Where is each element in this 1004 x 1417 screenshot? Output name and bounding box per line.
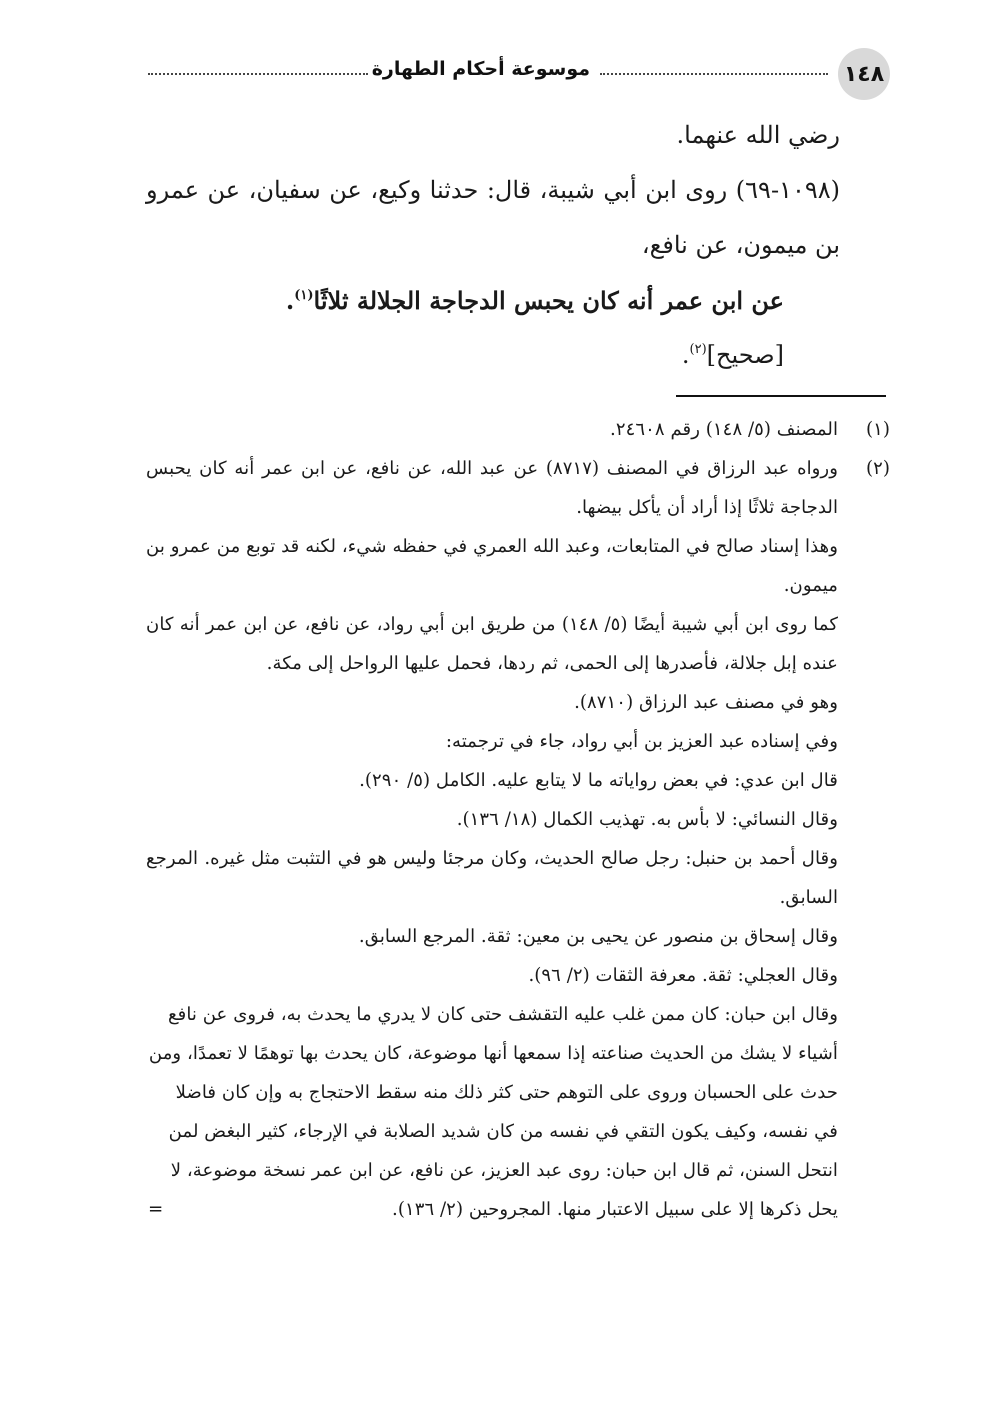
footnote-paragraph: وفي إسناده عبد العزيز بن أبي رواد، جاء في ترجمته: <box>445 731 838 752</box>
footnote-separator <box>676 395 886 397</box>
header-dotted-rule-left <box>148 73 368 75</box>
hadith-grade: [صحيح]$^{(٢)}$. <box>681 341 784 369</box>
footnote-paragraph: ورواه عبد الرزاق في المصنف (٨٧١٧) عن عبد الله، عن نافع، عن ابن عمر أنه كان يحبس الدجاجة ثلاثًا إذا أراد أن يأكل بيضها. <box>146 458 838 518</box>
footnote-paragraph: وقال النسائي: لا بأس به. تهذيب الكمال (١٨/ ١٣٦). <box>456 809 838 830</box>
grade-text: [صحيح] <box>706 341 784 369</box>
hadith-isnad <box>146 163 840 273</box>
hadith-matn: عن ابن عمر أنه كان يحبس الدجاجة الجلالة ثلاثًا$^{(١)}$. <box>285 286 784 315</box>
footnote-body <box>146 449 838 1229</box>
text-line: رضي الله عنهما. <box>676 121 840 149</box>
isnad-text: روى ابن أبي شيبة، قال: حدثنا وكيع، عن سفيان، عن عمرو بن ميمون، عن نافع، <box>146 176 840 259</box>
footnote-body <box>146 410 838 449</box>
footnote-ref: (٢) <box>689 342 707 357</box>
footnote-2 <box>146 449 890 1229</box>
footnote-paragraph: وهذا إسناد صالح في المتابعات، وعبد الله العمري في حفظه شيء، لكنه قد توبع من عمرو بن ميمون. <box>146 536 838 596</box>
matn-text: عن ابن عمر أنه كان يحبس الدجاجة الجلالة ثلاثًا <box>313 286 784 315</box>
footnote-paragraph: المصنف (٥/ ١٤٨) رقم ٢٤٦٠٨. <box>610 419 838 440</box>
footnote-paragraph: وقال إسحاق بن منصور عن يحيى بن معين: ثقة. المرجع السابق. <box>358 926 838 947</box>
footnote-paragraph: وقال ابن حبان: كان ممن غلب عليه التقشف حتى كان لا يدري ما يحدث به، فروى عن نافع أشياء لا يشك من الحديث صناعته إذا سمعها أنها موضوعة، كان يحدث بها توهمًا لا تعمدًا، ومن حدث على الحسبان وروى على التوهم حتى كثر ذلك منه سقط الاحتجاج به وإن كان فاضلا في نفسه، وكيف يكون التقي في نفسه من كان شديد الصلابة في الإرجاء، كثير البغض لمن انتحل السنن، ثم قال ابن حبان: روى عبد العزيز، عن نافع، عن ابن عمر نسخة موضوعة، لا يحل ذكرها إلا على سبيل الاعتبار منها. المجروحين (٢/ ١٣٦). <box>148 1004 838 1220</box>
footnote-paragraph: قال ابن عدي: في بعض رواياته ما لا يتابع عليه. الكامل (٥/ ٢٩٠). <box>359 770 838 791</box>
footnote-number: (٢) <box>866 458 890 479</box>
footnote-1 <box>146 410 890 449</box>
footnote-paragraph: وقال أحمد بن حنبل: رجل صالح الحديث، وكان مرجئا وليس هو في التثبت مثل غيره. المرجع السابق. <box>146 848 838 908</box>
main-text <box>146 108 840 383</box>
footnote-paragraph: كما روى ابن أبي شيبة أيضًا (٥/ ١٤٨) من طريق ابن أبي رواد، عن نافع، عن ابن عمر أنه كان عنده إبل جلالة، فأصدرها إلى الحمى، ثم ردها، فحمل عليها الرواحل إلى مكة. <box>146 614 838 674</box>
footnote-ref: (١) <box>294 288 314 303</box>
footnote-number: (١) <box>866 419 890 440</box>
header-dotted-rule-right <box>600 73 828 75</box>
page-number-badge: ١٤٨ <box>838 48 890 100</box>
footnote-paragraph: وقال العجلي: ثقة. معرفة الثقات (٢/ ٩٦). <box>528 965 838 986</box>
hadith-number: (١٠٩٨-٦٩) <box>735 176 840 204</box>
footnotes <box>146 410 890 1229</box>
page-header <box>146 48 890 96</box>
footnote-paragraph: وهو في مصنف عبد الرزاق (٨٧١٠). <box>574 692 838 713</box>
running-title: موسوعة أحكام الطهارة <box>371 58 590 80</box>
continuation-mark: = <box>148 1199 164 1220</box>
